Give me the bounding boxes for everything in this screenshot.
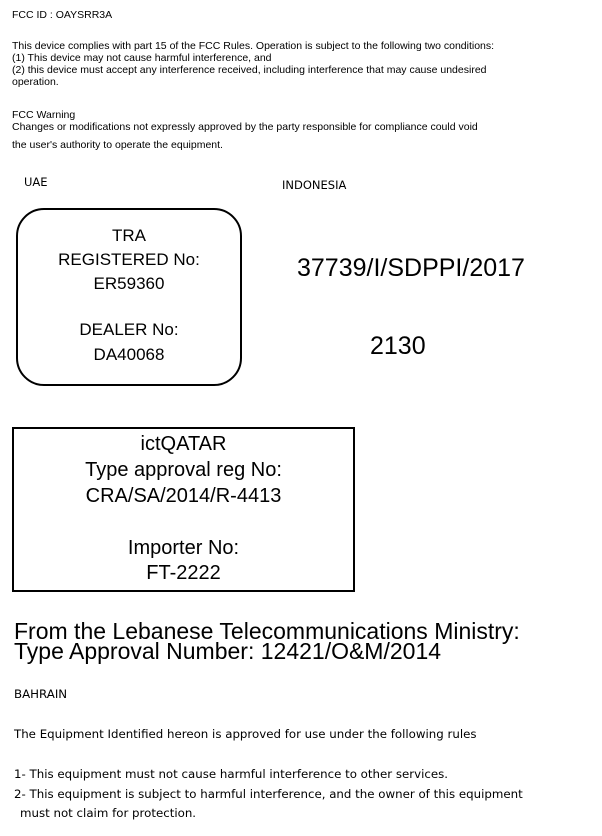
indonesia-certificate: 37739/I/SDPPI/2017 bbox=[297, 254, 525, 282]
fcc-compliance-3: (2) this device must accept any interference received, including interference that may cause undesired bbox=[12, 64, 487, 76]
qatar-importer-no: FT-2222 bbox=[146, 562, 221, 584]
qatar-importer-label: Importer No: bbox=[127, 537, 240, 559]
bahrain-heading: BAHRAIN bbox=[14, 687, 68, 701]
qatar-type-label: Type approval reg No: bbox=[85, 459, 282, 481]
uae-tra: TRA bbox=[112, 226, 146, 245]
qatar-title: ictQATAR bbox=[140, 433, 227, 455]
indonesia-heading: INDONESIA bbox=[282, 178, 347, 192]
uae-registered-no: ER59360 bbox=[93, 274, 165, 293]
bahrain-intro: The Equipment Identified hereon is approved for use under the following rules bbox=[14, 727, 477, 741]
uae-heading: UAE bbox=[24, 175, 48, 189]
fcc-id: FCC ID : OAYSRR3A bbox=[12, 9, 113, 21]
fcc-warning-1: Changes or modifications not expressly approved by the party responsible for compliance could void bbox=[12, 121, 478, 133]
bahrain-rule-1: 1- This equipment must not cause harmful interference to other services. bbox=[14, 767, 449, 781]
fcc-compliance-1: This device complies with part 15 of the FCC Rules. Operation is subject to the following two conditions: bbox=[12, 40, 495, 52]
bahrain-rule-2-cont: must not claim for protection. bbox=[20, 806, 197, 820]
uae-dealer-label: DEALER No: bbox=[79, 320, 179, 339]
uae-registered-label: REGISTERED No: bbox=[58, 250, 200, 269]
fcc-compliance-4: operation. bbox=[12, 76, 59, 88]
fcc-warning-title: FCC Warning bbox=[12, 109, 76, 121]
indonesia-number: 2130 bbox=[370, 332, 426, 360]
uae-dealer-no: DA40068 bbox=[93, 345, 165, 364]
fcc-compliance-2: (1) This device may not cause harmful interference, and bbox=[12, 52, 272, 64]
lebanon-line-1: From the Lebanese Telecommunications Ministry: bbox=[14, 618, 520, 644]
uae-label-box bbox=[16, 208, 242, 386]
lebanon-line-2: Type Approval Number: 12421/O&M/2014 bbox=[14, 638, 442, 664]
qatar-label-box bbox=[12, 427, 355, 592]
fcc-warning-2: the user's authority to operate the equipment. bbox=[12, 139, 223, 151]
bahrain-rule-2: 2- This equipment is subject to harmful interference, and the owner of this equipment bbox=[14, 787, 523, 801]
qatar-type-no: CRA/SA/2014/R-4413 bbox=[85, 485, 282, 507]
